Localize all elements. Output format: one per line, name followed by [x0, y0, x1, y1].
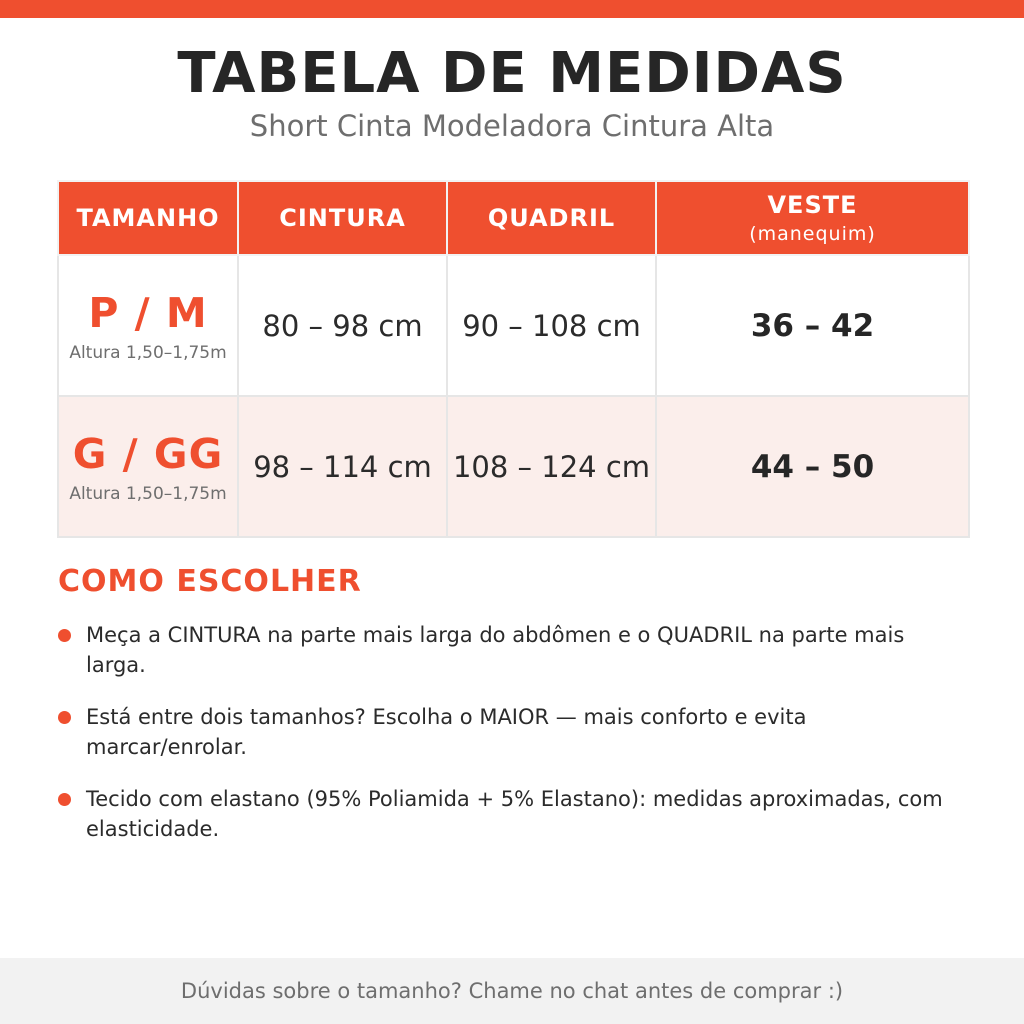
- veste-cell: [656, 255, 969, 396]
- veste-label: VESTE: [767, 191, 858, 219]
- top-accent-bar: [0, 0, 1024, 18]
- size-cell: [58, 396, 238, 537]
- cintura-cell: 98 – 114 cm: [238, 396, 447, 537]
- tip-text: Está entre dois tamanhos? Escolha o MAIOR — mais conforto e evita marcar/enrolar.: [86, 705, 807, 759]
- tips-list: [58, 620, 958, 866]
- column-header-quadril: QUADRIL: [447, 181, 656, 255]
- page-subtitle: Short Cinta Modeladora Cintura Alta: [249, 109, 775, 143]
- size-name: P / M: [88, 288, 208, 337]
- footer-note: Dúvidas sobre o tamanho? Chame no chat antes de comprar :): [0, 958, 1024, 1024]
- table-header-row: [58, 181, 969, 255]
- quadril-cell: 108 – 124 cm: [447, 396, 656, 537]
- veste-sublabel: (manequim): [749, 223, 876, 245]
- bullet-dot-icon: [58, 793, 71, 806]
- veste-cell: [656, 396, 969, 537]
- size-table: [57, 180, 970, 538]
- tip-text: Tecido com elastano (95% Poliamida + 5% Elastano): medidas aproximadas, com elasticidade.: [86, 787, 943, 841]
- size-name: G / GG: [72, 429, 224, 478]
- column-header-tamanho: TAMANHO: [58, 181, 238, 255]
- section-title-como-escolher: COMO ESCOLHER: [58, 564, 362, 599]
- tip-text: Meça a CINTURA na parte mais larga do abdômen e o QUADRIL na parte mais larga.: [86, 623, 905, 677]
- veste-value: 44 – 50: [750, 448, 875, 485]
- column-header-veste: [656, 181, 969, 255]
- table-row: [58, 396, 969, 537]
- veste-value: 36 – 42: [750, 307, 875, 344]
- page-title: TABELA DE MEDIDAS: [177, 41, 847, 106]
- size-cell: [58, 255, 238, 396]
- table-row: [58, 255, 969, 396]
- cintura-cell: 80 – 98 cm: [238, 255, 447, 396]
- list-item: [58, 702, 958, 762]
- quadril-cell: 90 – 108 cm: [447, 255, 656, 396]
- column-header-cintura: CINTURA: [238, 181, 447, 255]
- bullet-dot-icon: [58, 711, 71, 724]
- list-item: [58, 620, 958, 680]
- size-height: Altura 1,50–1,75m: [69, 483, 227, 504]
- bullet-dot-icon: [58, 629, 71, 642]
- size-height: Altura 1,50–1,75m: [69, 342, 227, 363]
- list-item: [58, 784, 958, 844]
